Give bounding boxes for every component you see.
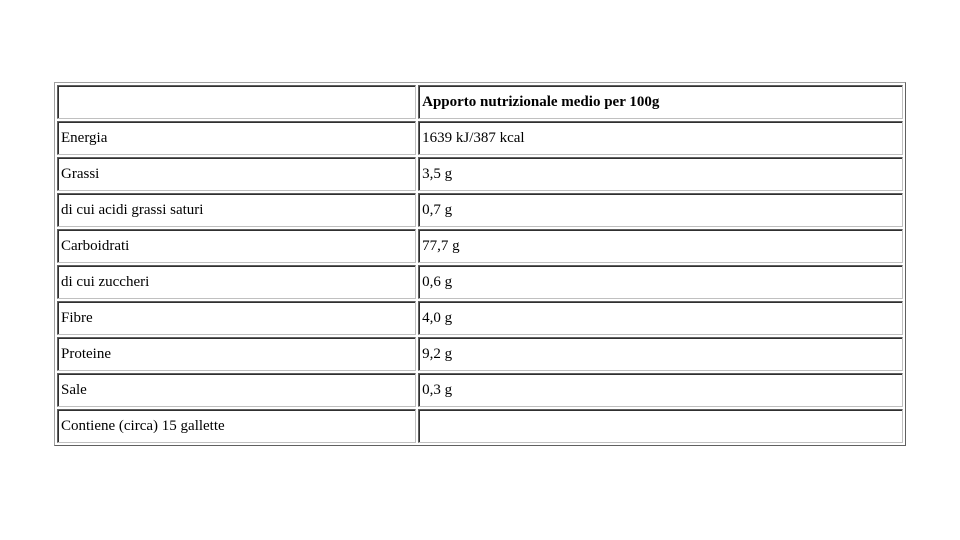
table-row — [57, 409, 903, 443]
row-value: 1639 kJ/387 kcal — [418, 121, 903, 155]
table-row — [57, 337, 903, 371]
row-value: 9,2 g — [418, 337, 903, 371]
header-empty-cell — [57, 85, 416, 119]
row-label: Sale — [57, 373, 416, 407]
table-row — [57, 193, 903, 227]
table-row — [57, 229, 903, 263]
row-value: 0,3 g — [418, 373, 903, 407]
table-row — [57, 265, 903, 299]
nutrition-table — [54, 82, 906, 446]
row-value: 77,7 g — [418, 229, 903, 263]
row-label: Grassi — [57, 157, 416, 191]
row-value: 0,7 g — [418, 193, 903, 227]
row-label: Carboidrati — [57, 229, 416, 263]
header-title-cell: Apporto nutrizionale medio per 100g — [418, 85, 903, 119]
table-header-row — [57, 85, 903, 119]
row-label: Energia — [57, 121, 416, 155]
row-value: 4,0 g — [418, 301, 903, 335]
row-label: Contiene (circa) 15 gallette — [57, 409, 416, 443]
table-row — [57, 121, 903, 155]
row-value: 0,6 g — [418, 265, 903, 299]
row-label: Fibre — [57, 301, 416, 335]
table-row — [57, 373, 903, 407]
row-label: Proteine — [57, 337, 416, 371]
row-value: 3,5 g — [418, 157, 903, 191]
table-row — [57, 301, 903, 335]
table-row — [57, 157, 903, 191]
row-label: di cui zuccheri — [57, 265, 416, 299]
row-label: di cui acidi grassi saturi — [57, 193, 416, 227]
row-value — [418, 409, 903, 443]
